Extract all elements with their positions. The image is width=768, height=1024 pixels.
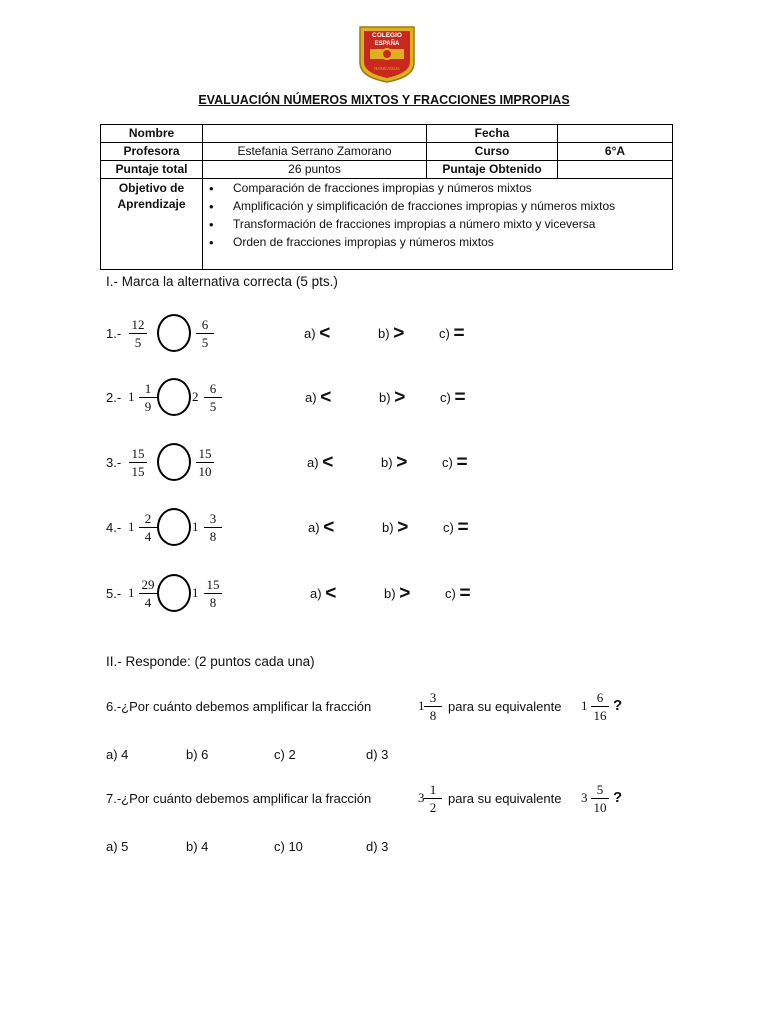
option-label: a) bbox=[305, 390, 317, 405]
info-row-puntaje bbox=[101, 161, 673, 179]
q3-option-c[interactable] bbox=[442, 452, 468, 474]
puntaje-obtenido-label: Puntaje Obtenido bbox=[427, 161, 558, 179]
q1-option-a[interactable] bbox=[304, 323, 330, 345]
q6-option-d[interactable]: d) 3 bbox=[366, 747, 389, 762]
comparison-answer-circle[interactable] bbox=[157, 378, 191, 416]
fecha-label: Fecha bbox=[427, 125, 558, 143]
q1-right-numerator: 6 bbox=[201, 317, 209, 332]
curso-label: Curso bbox=[427, 143, 558, 161]
q5-option-a[interactable] bbox=[310, 583, 336, 605]
objetivos-cell bbox=[203, 179, 673, 270]
option-symbol-c: = bbox=[456, 452, 468, 473]
option-symbol-b: > bbox=[397, 517, 409, 538]
q3-option-b[interactable] bbox=[381, 452, 407, 474]
option-label: a) bbox=[304, 326, 316, 341]
option-symbol-a: < bbox=[320, 387, 332, 408]
option-symbol-c: = bbox=[454, 387, 466, 408]
q3-number: 3.- bbox=[106, 455, 122, 470]
q6-fraction1 bbox=[421, 689, 445, 724]
q4-option-c[interactable] bbox=[443, 517, 469, 539]
q3-option-a[interactable] bbox=[307, 452, 333, 474]
q2-right-fraction bbox=[201, 380, 225, 415]
q6-option-b[interactable]: b) 6 bbox=[186, 747, 209, 762]
section-2-heading: II.- Responde: (2 puntos cada una) bbox=[106, 654, 315, 669]
q2-option-c[interactable] bbox=[440, 387, 466, 409]
objetivo-item: • Orden de fracciones impropias y números mixtos bbox=[233, 234, 668, 252]
nombre-field[interactable] bbox=[203, 125, 427, 143]
comparison-answer-circle[interactable] bbox=[157, 574, 191, 612]
q4-right-denominator: 8 bbox=[209, 529, 217, 544]
q7-fraction2-numerator: 5 bbox=[596, 782, 604, 797]
q7-fraction1 bbox=[421, 781, 445, 816]
logo-text-espana: ESPAÑA bbox=[374, 41, 400, 47]
q5-option-c[interactable] bbox=[445, 583, 471, 605]
q6-fraction1-whole: 1 bbox=[418, 698, 425, 713]
option-symbol-c: = bbox=[459, 583, 471, 604]
logo-text-colegio: COLEGIO bbox=[372, 32, 402, 39]
q6-fraction2 bbox=[588, 689, 612, 724]
puntaje-total-value: 26 puntos bbox=[203, 161, 427, 179]
q7-fraction2-whole: 3 bbox=[581, 790, 588, 805]
puntaje-obtenido-field[interactable] bbox=[558, 161, 673, 179]
comparison-answer-circle[interactable] bbox=[157, 443, 191, 481]
option-symbol-b: > bbox=[396, 452, 408, 473]
objetivo-label-line1: Objetivo de bbox=[118, 181, 185, 195]
school-logo bbox=[358, 25, 416, 83]
profesora-label: Profesora bbox=[101, 143, 203, 161]
q7-suffix: ? bbox=[613, 789, 623, 806]
option-symbol-a: < bbox=[319, 323, 331, 344]
option-label: c) bbox=[440, 390, 451, 405]
option-symbol-c: = bbox=[457, 517, 469, 538]
q7-fraction1-denominator: 2 bbox=[429, 800, 437, 815]
option-label: b) bbox=[384, 586, 396, 601]
option-label: a) bbox=[310, 586, 322, 601]
q7-option-b[interactable]: b) 4 bbox=[186, 839, 209, 854]
q6-fraction2-denominator: 16 bbox=[593, 708, 607, 723]
option-label: a) bbox=[307, 455, 319, 470]
q4-left-whole: 1 bbox=[128, 519, 135, 534]
q2-option-a[interactable] bbox=[305, 387, 331, 409]
q1-left-fraction bbox=[126, 316, 150, 351]
objetivo-item: • Comparación de fracciones impropias y números mixtos bbox=[233, 180, 668, 198]
option-label: c) bbox=[439, 326, 450, 341]
q1-right-denominator: 5 bbox=[201, 335, 209, 350]
q5-left-numerator: 29 bbox=[141, 577, 155, 592]
q4-right-whole: 1 bbox=[192, 519, 199, 534]
option-symbol-b: > bbox=[399, 583, 411, 604]
q7-prefix: 7.-¿Por cuánto debemos amplificar la fracción bbox=[106, 791, 372, 806]
option-symbol-c: = bbox=[453, 323, 465, 344]
q2-left-whole: 1 bbox=[128, 389, 135, 404]
q1-option-c[interactable] bbox=[439, 323, 465, 345]
q3-left-numerator: 15 bbox=[131, 446, 145, 461]
option-label: c) bbox=[445, 586, 456, 601]
q7-fraction1-numerator: 1 bbox=[429, 782, 437, 797]
q5-number: 5.- bbox=[106, 586, 122, 601]
q6-option-c[interactable]: c) 2 bbox=[274, 747, 296, 762]
objetivo-label bbox=[101, 179, 203, 270]
profesora-value: Estefania Serrano Zamorano bbox=[203, 143, 427, 161]
info-row-nombre bbox=[101, 125, 673, 143]
q5-right-denominator: 8 bbox=[209, 595, 217, 610]
q2-right-numerator: 6 bbox=[209, 381, 217, 396]
option-label: b) bbox=[379, 390, 391, 405]
q2-right-whole: 2 bbox=[192, 389, 199, 404]
q3-left-denominator: 15 bbox=[131, 464, 145, 479]
q2-right-denominator: 5 bbox=[209, 399, 217, 414]
q4-right-numerator: 3 bbox=[209, 511, 217, 526]
q7-option-c[interactable]: c) 10 bbox=[274, 839, 303, 854]
q7-middle: para su equivalente bbox=[448, 791, 562, 806]
objetivo-label-line2: Aprendizaje bbox=[117, 197, 186, 211]
q7-fraction2 bbox=[588, 781, 612, 816]
section-1-heading: I.- Marca la alternativa correcta (5 pts.) bbox=[106, 274, 338, 289]
info-row-profesora bbox=[101, 143, 673, 161]
q2-number: 2.- bbox=[106, 390, 122, 405]
q6-prefix: 6.-¿Por cuánto debemos amplificar la fracción bbox=[106, 699, 372, 714]
curso-value: 6°A bbox=[558, 143, 673, 161]
q5-left-whole: 1 bbox=[128, 585, 135, 600]
q4-left-denominator: 4 bbox=[144, 529, 152, 544]
q4-option-b[interactable] bbox=[382, 517, 408, 539]
q2-option-b[interactable] bbox=[379, 387, 405, 409]
info-table bbox=[100, 124, 673, 270]
q5-option-b[interactable] bbox=[384, 583, 410, 605]
option-label: c) bbox=[442, 455, 453, 470]
q1-left-numerator: 12 bbox=[131, 317, 145, 332]
info-row-objetivo bbox=[101, 179, 673, 270]
option-symbol-a: < bbox=[322, 452, 334, 473]
option-label: b) bbox=[378, 326, 390, 341]
fecha-field[interactable] bbox=[558, 125, 673, 143]
q3-right-numerator: 15 bbox=[198, 446, 212, 461]
q5-right-whole: 1 bbox=[192, 585, 199, 600]
q3-right-denominator: 10 bbox=[198, 464, 212, 479]
q6-middle: para su equivalente bbox=[448, 699, 562, 714]
q7-option-d[interactable]: d) 3 bbox=[366, 839, 389, 854]
objetivo-item: • Amplificación y simplificación de fracciones impropias y números mixtos bbox=[233, 198, 668, 216]
q4-left-numerator: 2 bbox=[144, 511, 152, 526]
q7-fraction1-whole: 3 bbox=[418, 790, 425, 805]
q6-fraction2-numerator: 6 bbox=[596, 690, 604, 705]
document-title: EVALUACIÓN NÚMEROS MIXTOS Y FRACCIONES IMPROPIAS bbox=[198, 93, 570, 107]
q1-right-fraction bbox=[193, 316, 217, 351]
q1-option-b[interactable] bbox=[378, 323, 404, 345]
q6-fraction2-whole: 1 bbox=[581, 698, 588, 713]
comparison-answer-circle[interactable] bbox=[157, 314, 191, 352]
q6-suffix: ? bbox=[613, 697, 623, 714]
q4-option-a[interactable] bbox=[308, 517, 334, 539]
q7-option-a[interactable]: a) 5 bbox=[106, 839, 129, 854]
q1-number: 1.- bbox=[106, 326, 122, 341]
q3-right-fraction bbox=[193, 445, 217, 480]
q5-right-fraction bbox=[201, 576, 225, 611]
option-symbol-a: < bbox=[325, 583, 337, 604]
comparison-answer-circle[interactable] bbox=[157, 508, 191, 546]
option-label: a) bbox=[308, 520, 320, 535]
q1-left-denominator: 5 bbox=[134, 335, 142, 350]
q7-fraction2-denominator: 10 bbox=[593, 800, 607, 815]
q2-left-numerator: 1 bbox=[144, 381, 152, 396]
nombre-label: Nombre bbox=[101, 125, 203, 143]
option-label: b) bbox=[381, 455, 393, 470]
puntaje-total-label: Puntaje total bbox=[101, 161, 203, 179]
objetivo-item: • Transformación de fracciones impropias a número mixto y viceversa bbox=[233, 216, 668, 234]
q6-fraction1-numerator: 3 bbox=[429, 690, 437, 705]
option-label: b) bbox=[382, 520, 394, 535]
q2-left-denominator: 9 bbox=[144, 399, 152, 414]
q3-left-fraction bbox=[126, 445, 150, 480]
option-symbol-b: > bbox=[394, 387, 406, 408]
q4-number: 4.- bbox=[106, 520, 122, 535]
q5-right-numerator: 15 bbox=[206, 577, 220, 592]
q4-right-fraction bbox=[201, 510, 225, 545]
option-label: c) bbox=[443, 520, 454, 535]
logo-text-rancagua: RANCAGUA bbox=[374, 66, 400, 71]
option-symbol-a: < bbox=[323, 517, 335, 538]
q5-left-denominator: 4 bbox=[144, 595, 152, 610]
q6-fraction1-denominator: 8 bbox=[429, 708, 437, 723]
q6-option-a[interactable]: a) 4 bbox=[106, 747, 129, 762]
option-symbol-b: > bbox=[393, 323, 405, 344]
objetivos-list bbox=[207, 180, 668, 252]
